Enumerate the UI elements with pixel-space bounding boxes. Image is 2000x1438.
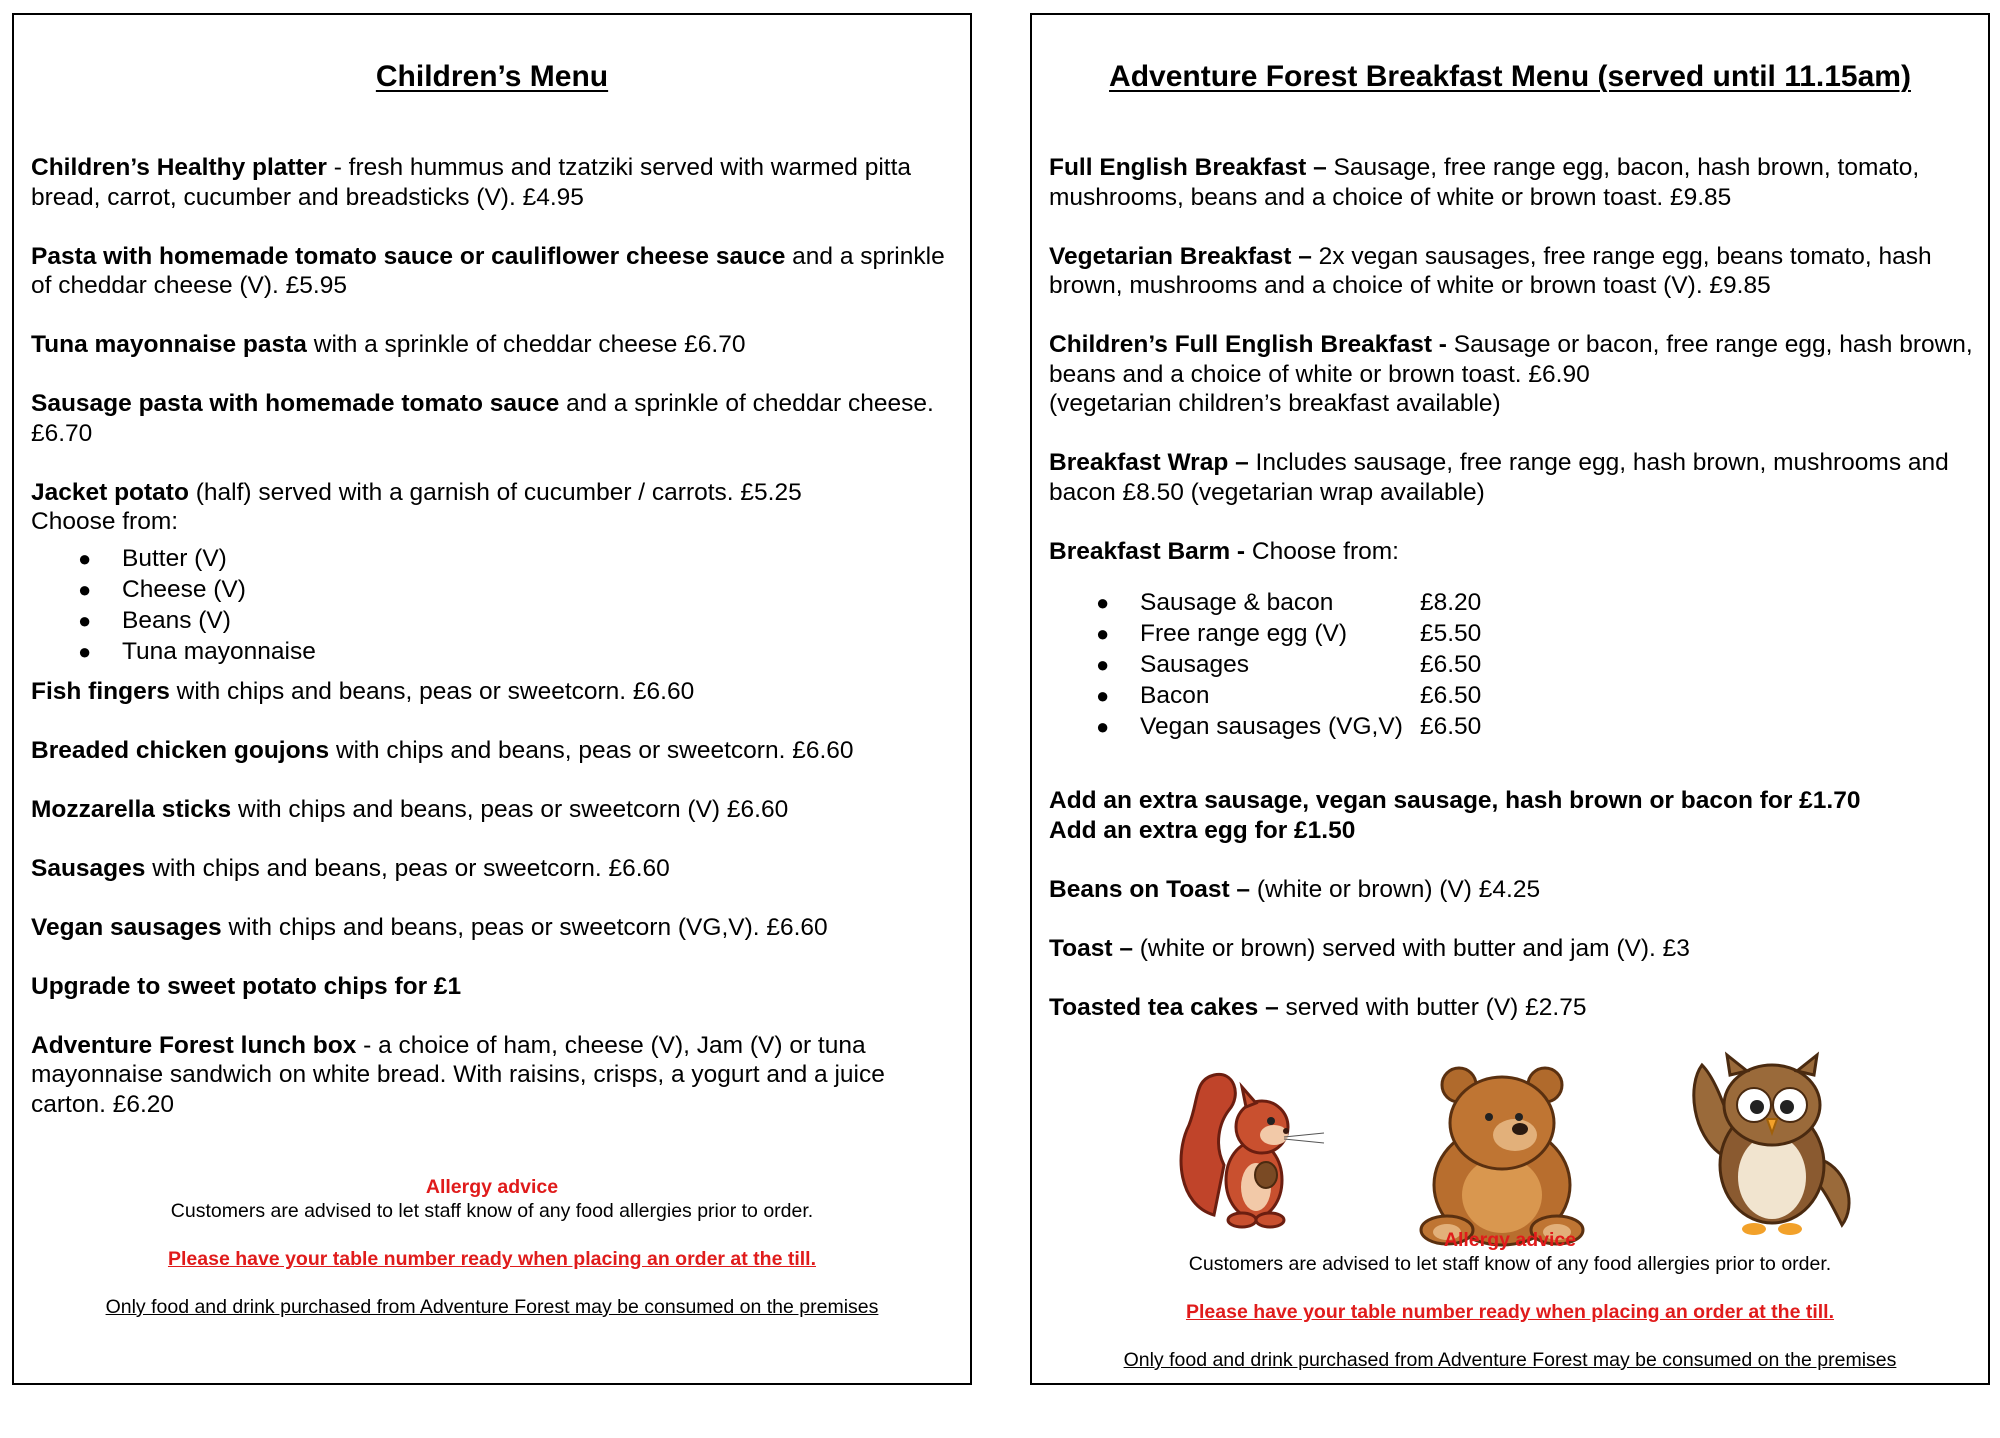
premises-note: Only food and drink purchased from Adventure Forest may be consumed on the premises [1123,1349,1897,1371]
list-item: ● Free range egg (V) £5.50 [1096,620,1482,647]
allergy-advice-title: Allergy advice [425,1176,559,1198]
breakfast-menu-panel [1030,13,1990,1385]
list-item: ● Butter (V) [78,544,227,572]
bullet-icon: ● [1096,683,1110,708]
squirrel-icon [1174,1065,1334,1237]
bullet-icon: ● [78,638,92,664]
menu-item-sausages: Sausages with chips and beans, peas or sweetcorn. £6.60 [31,854,670,882]
bullet-icon: ● [78,607,92,633]
menu-item-jacket-potato: Jacket potato (half) served with a garnish of cucumber / carrots. £5.25 Choose from: [31,478,802,535]
breakfast-extras: Add an extra sausage, vegan sausage, hash brown or bacon for £1.70 Add an extra egg for £1.50 [1049,787,1861,844]
allergy-advice-title: Allergy advice [1443,1229,1577,1251]
childrens-menu-items [31,153,956,1119]
breakfast-menu-footer [1032,1228,1988,1372]
allergy-advice-text: Customers are advised to let staff know of any food allergies prior to order. [1188,1253,1832,1275]
list-item: ● Sausages £6.50 [1096,651,1482,678]
menu-item-childrens-full-english: Children’s Full English Breakfast - Sausage or bacon, free range egg, hash brown, beans and a choice of white or brown toast. £6.90 (vegetarian children’s breakfast available) [1049,331,1973,417]
list-item: ● Cheese (V) [78,575,246,603]
list-item: ● Tuna mayonnaise [78,637,316,665]
list-item: ● Bacon £6.50 [1096,682,1482,709]
bullet-icon: ● [1096,590,1110,615]
menu-item-sausage-pasta: Sausage pasta with homemade tomato sauce and a sprinkle of cheddar cheese. £6.70 [31,390,934,447]
menu-item-vegetarian-breakfast: Vegetarian Breakfast – 2x vegan sausages, free range egg, beans tomato, hash brown, mushrooms and a choice of white or brown toast (V). £9.85 [1049,242,1932,299]
menu-item-lunch-box: Adventure Forest lunch box - a choice of ham, cheese (V), Jam (V) or tuna mayonnaise sandwich on white bread. With raisins, crisps, a yogurt and a juice carton. £6.20 [31,1031,885,1118]
breakfast-barm-options [1049,587,1974,742]
menu-item-beans-on-toast: Beans on Toast – (white or brown) (V) £4.25 [1049,875,1541,903]
menu-item-vegan-sausages: Vegan sausages with chips and beans, peas or sweetcorn (VG,V). £6.60 [31,913,828,941]
breakfast-menu-items [1049,153,1974,1022]
childrens-menu-panel [12,13,972,1385]
bullet-icon: ● [1096,714,1110,739]
menu-item-full-english: Full English Breakfast – Sausage, free range egg, bacon, hash brown, tomato, mushrooms, beans and a choice of white or brown toast. £9.85 [1049,154,1920,211]
menu-item-tuna-pasta: Tuna mayonnaise pasta with a sprinkle of cheddar cheese £6.70 [31,331,746,358]
jacket-potato-options [31,543,956,667]
childrens-menu-title: Children’s Menu [375,60,609,93]
bullet-icon: ● [1096,621,1110,646]
bullet-icon: ● [1096,652,1110,677]
bullet-icon: ● [78,545,92,571]
list-item: ● Sausage & bacon £8.20 [1096,589,1482,616]
menu-item-sweet-potato-upgrade: Upgrade to sweet potato chips for £1 [31,972,462,1000]
allergy-advice-text: Customers are advised to let staff know of any food allergies prior to order. [170,1200,814,1222]
menu-item-healthy-platter: Children’s Healthy platter - fresh hummus and tzatziki served with warmed pitta bread, carrot, cucumber and breadsticks (V). £4.95 [31,154,912,211]
premises-note: Only food and drink purchased from Adventure Forest may be consumed on the premises [105,1296,879,1318]
bear-icon [1407,1055,1597,1250]
bullet-icon: ● [78,576,92,602]
menu-item-tea-cakes: Toasted tea cakes – served with butter (V) £2.75 [1049,993,1587,1021]
list-item: ● Vegan sausages (VG,V) £6.50 [1096,713,1482,740]
menu-item-toast: Toast – (white or brown) served with butter and jam (V). £3 [1049,934,1690,962]
table-number-note: Please have your table number ready when placing an order at the till. [1185,1301,1835,1323]
menu-item-fish-fingers: Fish fingers with chips and beans, peas or sweetcorn. £6.60 [31,677,695,705]
menu-item-pasta-tomato: Pasta with homemade tomato sauce or cauliflower cheese sauce and a sprinkle of cheddar cheese (V). £5.95 [31,242,945,299]
owl-icon [1682,1045,1862,1245]
menu-item-chicken-goujons: Breaded chicken goujons with chips and beans, peas or sweetcorn. £6.60 [31,736,854,764]
menu-item-breakfast-wrap: Breakfast Wrap – Includes sausage, free range egg, hash brown, mushrooms and bacon £8.50 (vegetarian wrap available) [1049,449,1949,506]
menu-item-mozzarella-sticks: Mozzarella sticks with chips and beans, peas or sweetcorn (V) £6.60 [31,795,789,823]
breakfast-menu-title: Adventure Forest Breakfast Menu (served until 11.15am) [1109,60,1911,93]
menu-item-breakfast-barm: Breakfast Barm - Choose from: [1049,537,1399,565]
table-number-note: Please have your table number ready when placing an order at the till. [167,1248,817,1270]
childrens-menu-footer [14,1175,970,1319]
list-item: ● Beans (V) [78,606,231,634]
